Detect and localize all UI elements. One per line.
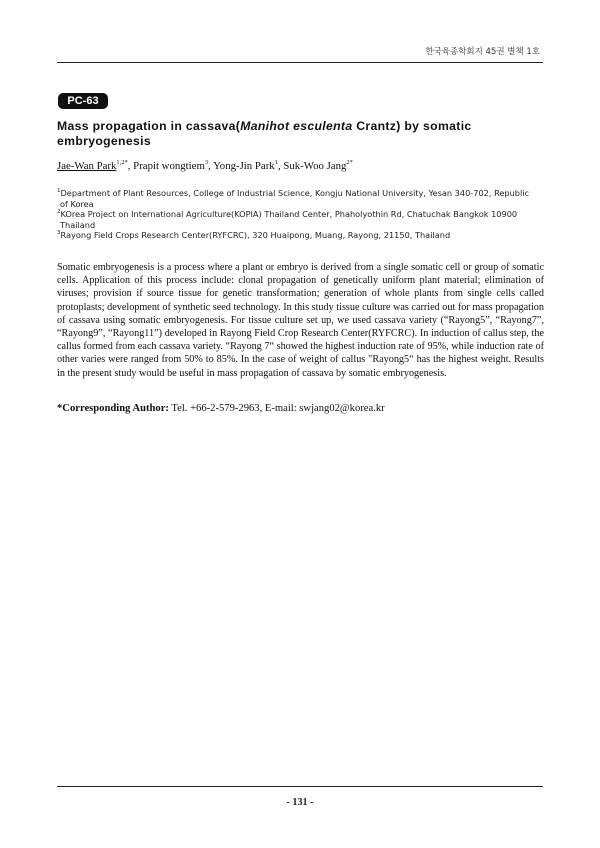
top-rule [57,62,543,63]
affiliation-number: 2 [57,209,61,215]
author-name: Jae-Wan Park [57,160,117,172]
affiliation-text-cont: Thailand [60,219,96,230]
title-part2: Crantz) by somatic embryogenesis [57,119,472,148]
paper-title [57,119,527,149]
page-number: - 131 - [286,797,314,808]
title-part1: Mass propagation in cassava( [57,119,241,133]
author-name: Suk-Woo Jang [283,160,347,172]
affiliation [57,230,547,241]
bottom-rule [57,786,543,787]
affiliation-text-cont: of Korea [60,198,94,209]
affiliation-text: Rayong Field Crops Research Center(RYFCRC), 320 Huaipong, Muang, Rayong, 21150, Thailand [60,230,451,240]
author-name: Yong-Jin Park [213,160,275,172]
title-scientific-name: Manihot esculenta [240,119,353,133]
author-affil-sup: 2* [346,159,353,166]
affiliation-number: 3 [57,230,61,236]
corresponding-label: *Corresponding Author: [57,403,169,414]
author-list: Jae-Wan Park$^{1,2*}$, Prapit wongtiem$^3$, Yong-Jin Park$^1$, Suk-Woo Jang$^{2*}$ [57,159,353,172]
affiliations [57,188,547,241]
corresponding-contact: Tel. +66-2-579-2963, E-mail: swjang02@korea.kr [168,403,385,414]
affiliation [57,209,547,230]
author-affil-sup: 1,2* [116,159,128,166]
affiliation-number: 1 [57,188,61,194]
author-affil-sup: 1 [274,159,278,166]
affiliation [57,188,547,209]
author-affil-sup: 3 [204,159,209,166]
journal-header: 한국육종학회지 45권 별책 1호 [425,47,540,57]
paper-code-badge: PC-63 [58,93,108,109]
abstract-text: Somatic embryogenesis is a process where a plant or embryo is derived from a single somatic cell or group of somatic cells. Application of this process include: clonal propagation of genetically uniform plant material; elimination of viruses; provision if source tissue for genetic transformation; generation of whole plants from single cells called protoplasts; development of synthetic seed technology. In this study tissue culture was carried out for mass propagation of cassava using somatic embryogenesis. For tissue culture set up, we used cassava variety (“Rayong5”, “Rayong7”, “Rayong9”, “Rayong11”) developed in Rayong Field Crop Research Center(RYFCRC). In induction of callus step, the callus formed from each cassava variety. “Rayong 7“ showed the highest induction rate of 95%, while induction rate of other varies were ranged from 50% to 85%. In the case of weight of callus "Rayong5“ has the highest weight. Results in the present study would be useful in mass propagation of cassava by somatic embryogenesis. [57,262,544,379]
affiliation-text: KOrea Project on International Agriculture(KOPIA) Thailand Center, Phaholyothin Rd, Chatuchak Bangkok 10900 [60,209,518,219]
corresponding-author [57,403,385,414]
author-name: Prapit wongtiem [133,160,205,172]
affiliation-text: Department of Plant Resources, College of Industrial Science, Kongju National University, Yesan 340-702, Republic [60,188,530,198]
